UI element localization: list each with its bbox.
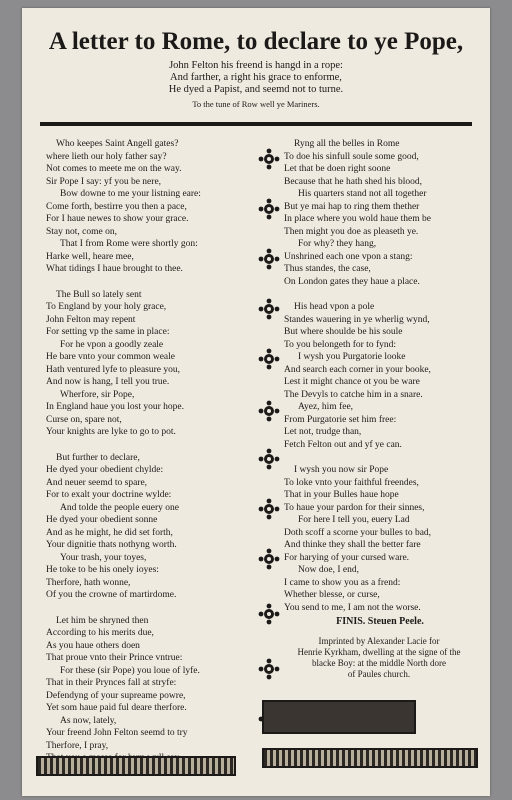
verse-line: Come forth, bestirre you then a pace, — [46, 201, 187, 212]
verse-line: For these (sir Pope) you loue of lyfe. — [60, 665, 200, 676]
woodcut-block — [262, 700, 416, 734]
verse-line: Doth scoff a scorne your bulles to bad, — [284, 527, 432, 538]
verse-line: His quarters stand not all together — [298, 189, 427, 199]
verse-line: As you haue others doen — [46, 640, 140, 651]
verse-line: As now, lately, — [60, 715, 117, 726]
ornamental-border — [36, 756, 236, 776]
fleuron-ornament-icon — [258, 348, 272, 362]
imprint-line: Imprinted by Alexander Lacie for — [318, 636, 440, 646]
verse-line: Harke well, heare mee, — [46, 251, 134, 262]
fleuron-ornament-icon — [258, 198, 272, 212]
verse-line: In England haue you lost your hope. — [46, 402, 184, 412]
imprint-line: of Paules church. — [347, 669, 411, 679]
verse-line: where lieth our holy father say? — [46, 151, 167, 162]
verse-line: Yet som haue paid ful deare therfore. — [46, 703, 187, 713]
verse-line: In place where you wold haue them be — [284, 214, 431, 224]
verse-line: But where shoulde be his soule — [284, 327, 403, 337]
verse-line: Thus standes, the case, — [284, 264, 371, 274]
stanza — [280, 464, 431, 614]
subtitle-line: John Felton his freend is hangd in a rope: — [169, 60, 343, 71]
verse-line: Therfore, I pray, — [46, 740, 109, 751]
verse-line: Let him be shryned then — [56, 615, 149, 626]
fleuron-ornament-icon — [258, 548, 272, 562]
stanza — [280, 301, 431, 451]
verse-line: That proue vnto their Prince vntrue: — [46, 653, 183, 663]
verse-line: I wysh you Purgatorie looke — [298, 352, 406, 362]
verse-line: According to his merits due, — [46, 628, 154, 638]
verse-line: Then might you doe as pleaseth ye. — [284, 226, 419, 237]
verse-line: On London gates they haue a place. — [284, 276, 420, 287]
verse-line: John Felton may repent — [46, 314, 136, 325]
verse-line: To England by your holy grace, — [46, 302, 167, 312]
imprint-line: Henrie Kyrkham, dwelling at the signe of the — [297, 647, 461, 657]
verse-line: You send to me, I am not the worse. — [284, 602, 421, 613]
verse-line: Your dignitie thats nothyng worth. — [46, 540, 177, 550]
verse-line: And search each corner in your booke, — [284, 364, 431, 375]
verse-line: He toke to be his onely ioyes: — [46, 565, 159, 575]
fleuron-ornament-icon — [258, 498, 272, 512]
verse-line: But ye mai hap to ring them thether — [284, 201, 420, 212]
verse-line: To doe his sinfull soule some good, — [284, 151, 419, 162]
verse-line: Your freend John Felton seemd to try — [46, 728, 188, 738]
verse-line: For I haue newes to show your grace. — [46, 214, 189, 224]
verse-line: Lest it might chance ot you be ware — [284, 377, 420, 387]
verse-line: From Purgatorie set him free: — [284, 414, 397, 425]
verse-line: Let not, trudge than, — [284, 427, 362, 437]
fleuron-ornament-icon — [258, 603, 272, 617]
fleuron-ornament-icon — [258, 248, 272, 262]
stanza — [42, 452, 179, 602]
verse-line: Whether blesse, or curse, — [284, 590, 380, 600]
verse-line: For harying of your cursed ware. — [284, 552, 410, 563]
verse-line: Therfore, hath wonne, — [46, 577, 131, 588]
imprint — [274, 636, 484, 680]
verse-line: Your knights are lyke to go to pot. — [46, 427, 176, 437]
verse-line: For he vpon a goodly zeale — [60, 339, 164, 350]
verse-line: To loke vnto your faithful freendes, — [284, 477, 419, 488]
verse-line: Now doe, I end, — [298, 565, 359, 575]
verse-line: Who keepes Saint Angell gates? — [56, 139, 179, 149]
verse-line: Bow downe to me your listning eare: — [60, 189, 201, 199]
verse-line: Hath ventured lyfe to pleasure you, — [46, 364, 181, 375]
verse-line: Ayez, him fee, — [298, 402, 354, 412]
verse-line: The Devyls to catche him in a snare. — [284, 389, 423, 400]
verse-line: Your trash, your toyes, — [60, 552, 147, 563]
fleuron-ornament-icon — [258, 448, 272, 462]
imprint-line: blacke Boy: at the middle North dore — [312, 658, 446, 668]
subtitle-line: And farther, a right his grace to enforme, — [170, 72, 342, 83]
verse-line: I wysh you now sir Pope — [294, 465, 389, 475]
verse-line: But further to declare, — [56, 452, 140, 463]
verse-line: Wherfore, sir Pope, — [60, 389, 135, 400]
verse-line: That in your Bulles haue hope — [284, 490, 399, 500]
stanza — [42, 615, 200, 765]
divider-rule — [40, 122, 472, 126]
verse-line: Unshrined each one vpon a stang: — [284, 251, 413, 262]
verse-line: And thinke they shall the better fare — [284, 540, 421, 550]
fleuron-ornament-icon — [258, 400, 272, 414]
verse-line: Curse on, spare not, — [46, 414, 122, 425]
verse-line: And neuer seemd to spare, — [46, 477, 148, 488]
broadside-sheet — [22, 8, 490, 796]
verse-line: That in their Prynces fall at stryfe: — [46, 678, 177, 688]
verse-line: Sir Pope I say: yf you be nere, — [46, 176, 162, 187]
verse-line: Standes wauering in ye wherlig wynd, — [284, 314, 430, 325]
verse-line: Not comes to meete me on the way. — [46, 164, 182, 174]
tune-line: To the tune of Row well ye Mariners. — [192, 99, 320, 109]
verse-line: Because that he hath shed his blood, — [284, 176, 422, 187]
verse-line: He bare vnto your common weale — [46, 352, 175, 362]
verse-line: The Bull so lately sent — [56, 289, 142, 300]
fleuron-ornament-icon — [258, 148, 272, 162]
fleuron-ornament-icon — [258, 658, 272, 672]
verse-line: Defendyng of your supreame powre, — [46, 690, 186, 701]
verse-line: I came to show you as a frend: — [284, 577, 401, 588]
finis-line: FINIS. Steuen Peele. — [336, 616, 424, 627]
verse-line: Fetch Felton out and yf ye can. — [284, 439, 402, 450]
stanza — [42, 138, 201, 276]
verse-line: For here I tell you, euery Lad — [298, 515, 410, 525]
verse-line: Of you the crowne of martirdome. — [46, 590, 177, 600]
verse-line: He dyed your obedient chylde: — [46, 465, 164, 475]
verse-line: For to exalt your doctrine wylde: — [46, 490, 172, 500]
verse-line: What tidings I haue brought to thee. — [46, 264, 183, 274]
verse-line: To haue your pardon for their sinnes, — [284, 502, 425, 513]
stanza — [42, 289, 184, 439]
verse-line: Let that be doen right soone — [284, 164, 391, 174]
verse-line: That I from Rome were shortly gon: — [60, 239, 198, 249]
ornamental-border — [262, 748, 478, 768]
fleuron-ornament-icon — [258, 298, 272, 312]
verse-line: For setting vp the same in place: — [46, 327, 170, 337]
verse-line: And tolde the people euery one — [60, 502, 179, 513]
verse-line: His head vpon a pole — [294, 302, 375, 312]
subtitle-line: He dyed a Papist, and seemd not to turne. — [168, 84, 344, 95]
verse-line: To you belongeth for to fynd: — [284, 339, 396, 350]
verse-line: For why? they hang, — [298, 239, 377, 249]
verse-line: He dyed your obedient sonne — [46, 515, 158, 525]
verse-line: And now is hang, I tell you true. — [46, 377, 170, 387]
stanza — [280, 138, 431, 288]
page-title: A letter to Rome, to declare to ye Pope, — [48, 28, 464, 55]
verse-line: Stay not, come on, — [46, 226, 117, 237]
verse-line: Ryng all the belles in Rome — [294, 139, 400, 149]
verse-line: And as he might, he did set forth, — [46, 527, 173, 538]
